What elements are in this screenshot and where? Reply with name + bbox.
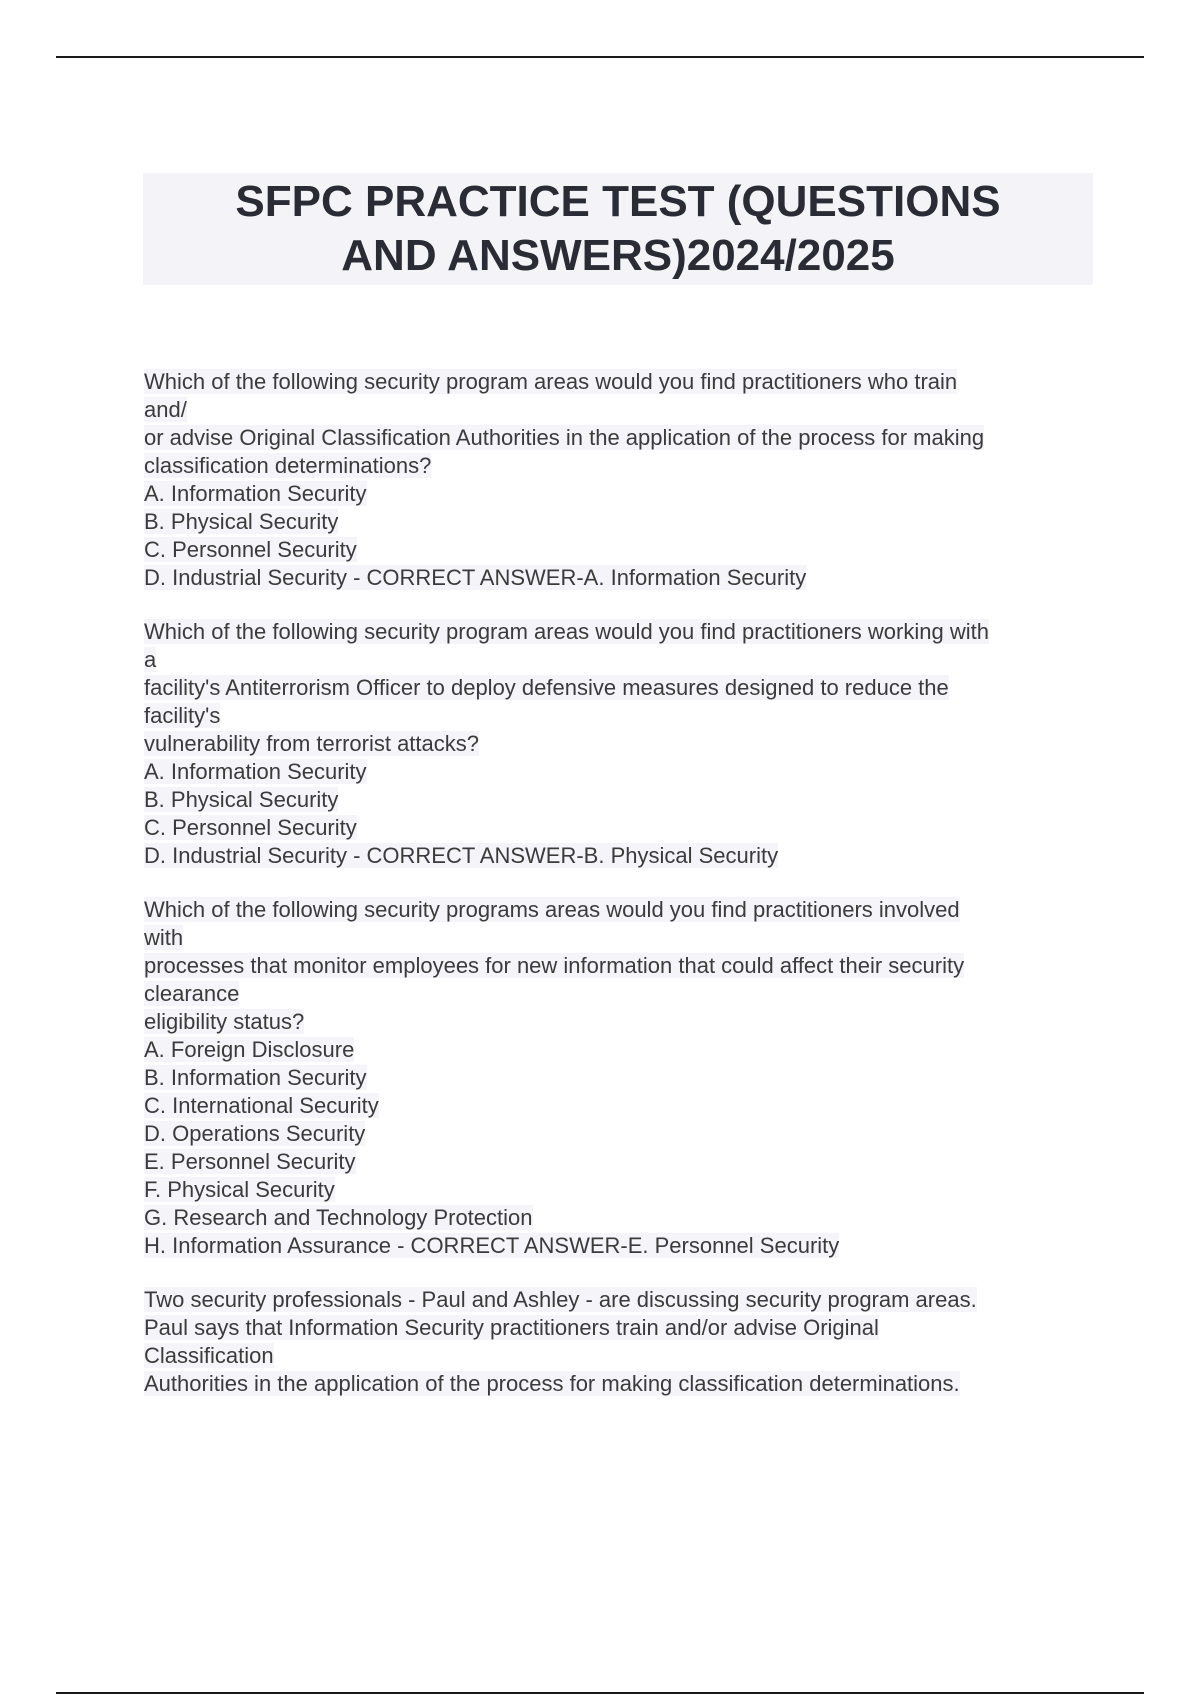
document-title-box — [143, 173, 1093, 285]
question-line: Classification — [144, 1343, 274, 1368]
question-line: and/ — [144, 397, 187, 422]
question-line: Which of the following security program areas would you find practitioners working with — [144, 619, 989, 644]
answer-option: B. Physical Security — [144, 787, 339, 812]
title-line-2: AND ANSWERS)2024/2025 — [341, 231, 895, 280]
correct-answer-line: H. Information Assurance - CORRECT ANSWER-E. Personnel Security — [144, 1233, 840, 1258]
answer-option: F. Physical Security — [144, 1177, 335, 1202]
question-line: or advise Original Classification Authorities in the application of the process for making — [144, 425, 985, 450]
question-line: a — [144, 647, 157, 672]
answer-option: G. Research and Technology Protection — [144, 1205, 533, 1230]
question-line: clearance — [144, 981, 240, 1006]
document-title — [168, 175, 1068, 283]
question-block-4 — [144, 1286, 1084, 1398]
question-line: facility's — [144, 703, 221, 728]
question-block-1 — [144, 368, 1084, 592]
question-line: Which of the following security program areas would you find practitioners who train — [144, 369, 958, 394]
header-rule — [56, 56, 1144, 58]
question-line: classification determinations? — [144, 453, 432, 478]
answer-option: A. Information Security — [144, 759, 367, 784]
question-line: facility's Antiterrorism Officer to deploy defensive measures designed to reduce the — [144, 675, 949, 700]
answer-option: C. Personnel Security — [144, 537, 357, 562]
document-body — [144, 368, 1084, 1424]
question-line: with — [144, 925, 184, 950]
answer-option: A. Information Security — [144, 481, 367, 506]
question-block-3 — [144, 896, 1084, 1260]
correct-answer-line: D. Industrial Security - CORRECT ANSWER-B. Physical Security — [144, 843, 779, 868]
answer-option: D. Operations Security — [144, 1121, 366, 1146]
question-line: Two security professionals - Paul and Ashley - are discussing security program areas. — [144, 1287, 977, 1312]
answer-option: C. Personnel Security — [144, 815, 357, 840]
question-line: Authorities in the application of the process for making classification determinations. — [144, 1371, 960, 1396]
correct-answer-line: D. Industrial Security - CORRECT ANSWER-A. Information Security — [144, 565, 807, 590]
title-line-1: SFPC PRACTICE TEST (QUESTIONS — [235, 177, 1001, 226]
answer-option: B. Information Security — [144, 1065, 367, 1090]
question-line: processes that monitor employees for new information that could affect their security — [144, 953, 965, 978]
answer-option: B. Physical Security — [144, 509, 339, 534]
question-line: vulnerability from terrorist attacks? — [144, 731, 479, 756]
answer-option: E. Personnel Security — [144, 1149, 356, 1174]
answer-option: C. International Security — [144, 1093, 379, 1118]
question-line: eligibility status? — [144, 1009, 305, 1034]
question-line: Paul says that Information Security practitioners train and/or advise Original — [144, 1315, 879, 1340]
question-line: Which of the following security programs areas would you find practitioners involved — [144, 897, 960, 922]
answer-option: A. Foreign Disclosure — [144, 1037, 355, 1062]
footer-rule — [56, 1692, 1144, 1694]
question-block-2 — [144, 618, 1084, 870]
